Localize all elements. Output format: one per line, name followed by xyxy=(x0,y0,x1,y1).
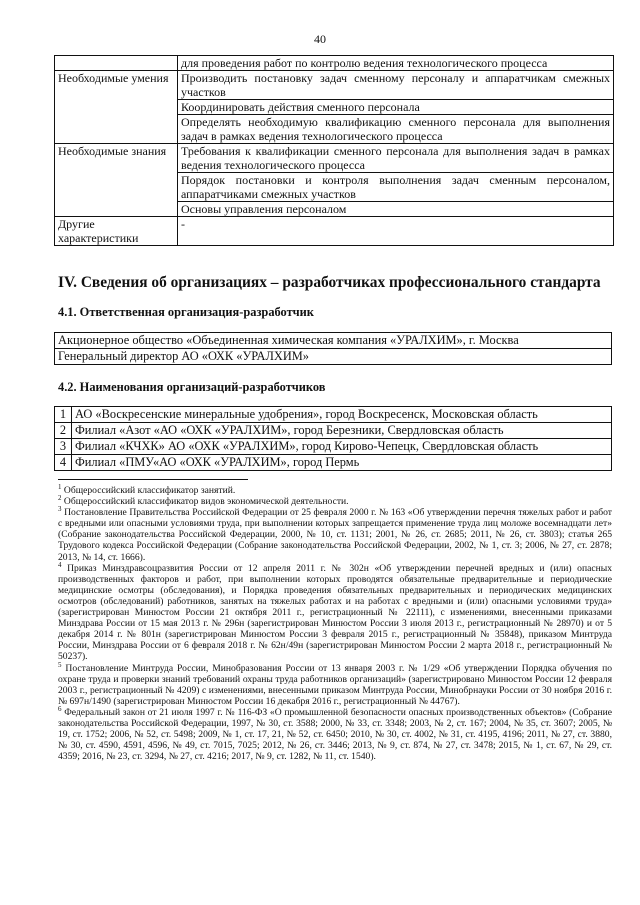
row-label-skills: Необходимые умения xyxy=(55,71,178,144)
footnote-text: Общероссийский классификатор занятий. xyxy=(63,485,236,496)
table-row xyxy=(55,455,612,471)
responsible-org-heading: 4.1. Ответственная организация-разработчик xyxy=(58,305,314,319)
developer-number: 1 xyxy=(55,407,72,423)
footnote-text: Приказ Минздравсоцразвития России от 12 апреля 2011 г. № 302н «Об утверждении перечней вредных и (или) опасных производственных факторов и работ, при выполнении которых проводятся обязательные предварительные и периодические медицинские осмотры (обследования), и Порядка проведения обязательных предварительных и периодических медицинских осмотров (обследований) работников, занятых на тяжелых работах и на работах с вредными и (или) опасными условиями труда» (зарегистрирован Минюстом России 21 октября 2011 г., регистрационный № 22111), с изменениями, внесенными приказами Минздрава России от 15 мая 2013 г. № 296н (зарегистрирован Минюстом России 3 июля 2013 г., регистрационный № 28970) и от 5 декабря 2014 г. № 801н (зарегистрирован Минюстом России 3 февраля 2015 г., регистрационный № 35848), приказом Минтруда России, Минздрава России от 6 февраля 2018 г. № 62н/49н (зарегистрирован Минюстом России 2 марта 2018 г., регистрационный № 50237). xyxy=(58,562,612,663)
footnote-text: Постановление Правительства Российской Федерации от 25 февраля 2000 г. № 163 «Об утверждении перечня тяжелых работ и работ с вредными или опасными условиями труда, при выполнении которых запрещается применение труда лиц моложе восемнадцати лет» (Собрание законодательства Российской Федерации, 2000, № 10, ст. 1131; 2001, № 26, ст. 2685; 2011, № 26, ст. 3803); статья 265 Трудового кодекса Российской Федерации (Собрание законодательства Российской Федерации, 2002, № 1, ст. 3; 2006, № 27, ст. 2878; 2013, № 14, ст. 1666). xyxy=(58,507,612,563)
footnote-marker: 4 xyxy=(58,560,62,569)
developer-number: 3 xyxy=(55,439,72,455)
footnote-marker: 1 xyxy=(58,482,62,491)
row-label xyxy=(55,56,178,71)
developers-heading: 4.2. Наименования организаций-разработчиков xyxy=(58,380,326,394)
responsible-org-table xyxy=(54,332,612,365)
footnote xyxy=(58,482,612,496)
row-text: Координировать действия сменного персонала xyxy=(178,100,614,115)
responsible-org-name: Акционерное общество «Объединенная химическая компания «УРАЛХИМ», г. Москва xyxy=(55,333,612,349)
footnote-text: Федеральный закон от 21 июля 1997 г. № 116-ФЗ «О промышленной безопасности опасных производственных объектов» (Собрание законодательства Российской Федерации, 1997, № 30, ст. 3588; 2000, № 33, ст. 3348; 2003, № 2, ст. 167; 2004, № 35, ст. 3607; 2005, № 19, ст. 1752; 2006, № 52, ст. 5498; 2009, № 1, ст. 17, 21, № 52, ст. 6450; 2010, № 30, ст. 4002, № 31, ст. 4195, 4196; 2011, № 27, ст. 3880, № 30, ст. 4590, 4591, 4596, № 49, ст. 7015, 7025; 2012, № 26, ст. 3446; 2013, № 9, ст. 874, № 27, ст. 3478; 2015, № 1, ст. 67, № 29, ст. 4359; 2016, № 23, ст. 3294, № 27, ст. 4216; 2017, № 9, ст. 1282, № 11, ст. 1540). xyxy=(58,706,612,763)
footnotes xyxy=(58,482,612,763)
footnote-text: Постановление Минтруда России, Минобразования России от 13 января 2003 г. № 1/29 «Об утверждении Порядка обучения по охране труда и проверки знаний требований охраны труда работников организаций» (зарегистрировано Минюстом России 12 февраля 2003 г., регистрационный № 4209) с изменениями, внесенными приказом Минтруда России, Минобрнауки России от 30 ноября 2016 г. № 697н/1490 (зарегистрирован Минюстом России 16 декабря 2016 г., регистрационный № 44767). xyxy=(58,662,612,707)
table-row xyxy=(55,333,612,349)
developers-table xyxy=(54,406,612,471)
table-row xyxy=(55,423,612,439)
footnote-marker: 5 xyxy=(58,660,62,669)
row-text: Основы управления персоналом xyxy=(178,202,614,217)
table-row xyxy=(55,144,614,173)
footnote xyxy=(58,493,612,508)
row-text: для проведения работ по контролю ведения технологического процесса xyxy=(178,56,614,71)
row-text: Производить постановку задач сменному персоналу и аппаратчикам смежных участков xyxy=(178,71,614,100)
developer-name: Филиал «КЧХК» АО «ОХК «УРАЛХИМ», город Кирово-Чепецк, Свердловская область xyxy=(72,439,612,455)
footnote-text: Общероссийский классификатор видов экономической деятельности. xyxy=(63,496,349,508)
developer-name: Филиал «Азот «АО «ОХК «УРАЛХИМ», город Березники, Свердловская область xyxy=(72,423,612,439)
row-label-knowledge: Необходимые знания xyxy=(55,144,178,217)
table-row xyxy=(55,407,612,423)
table-row xyxy=(55,349,612,365)
table-row xyxy=(55,71,614,100)
footnote-separator xyxy=(58,479,248,480)
developer-name: Филиал «ПМУ«АО «ОХК «УРАЛХИМ», город Пермь xyxy=(72,455,612,471)
row-label-other: Другие характеристики xyxy=(55,217,178,246)
developer-number: 4 xyxy=(55,455,72,471)
row-text: - xyxy=(178,217,614,246)
footnote-marker: 6 xyxy=(58,704,62,713)
table-row xyxy=(55,56,614,71)
responsible-org-head: Генеральный директор АО «ОХК «УРАЛХИМ» xyxy=(55,349,612,365)
row-text: Порядок постановки и контроля выполнения задач сменным персоналом, аппаратчиками смежных участков xyxy=(178,173,614,202)
footnote xyxy=(58,704,612,763)
footnote xyxy=(58,560,612,663)
page-number: 40 xyxy=(314,32,326,46)
developer-number: 2 xyxy=(55,423,72,439)
qualification-table xyxy=(54,55,614,246)
section-title: IV. Сведения об организациях – разработчиках профессионального стандарта xyxy=(58,274,601,291)
table-row xyxy=(55,439,612,455)
footnote xyxy=(58,507,612,562)
footnote xyxy=(58,660,612,707)
row-text: Требования к квалификации сменного персонала для выполнения задач в рамках ведения технологического процесса xyxy=(178,144,614,173)
table-row xyxy=(55,217,614,246)
footnote-marker: 3 xyxy=(58,505,62,513)
developer-name: АО «Воскресенские минеральные удобрения», город Воскресенск, Московская область xyxy=(72,407,612,423)
row-text: Определять необходимую квалификацию сменного персонала для выполнения задач в рамках ведения технологического процесса xyxy=(178,115,614,144)
footnote-marker: 2 xyxy=(58,493,62,502)
